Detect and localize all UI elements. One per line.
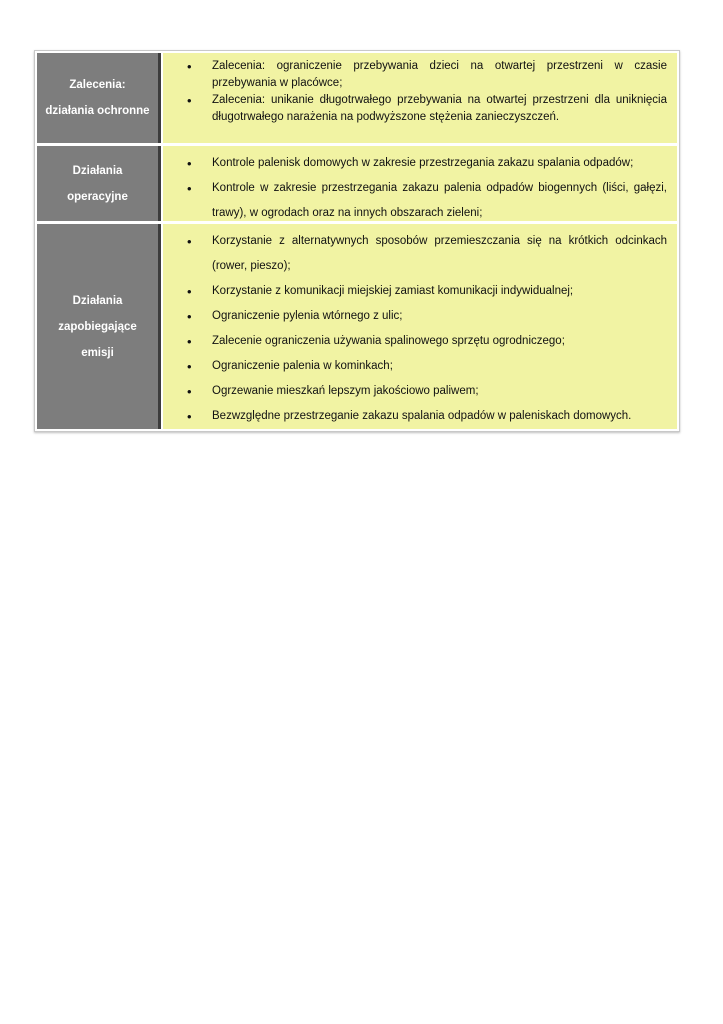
row-label-line: Działania	[72, 294, 123, 307]
bullet-list	[187, 151, 667, 226]
measures-table	[34, 50, 680, 432]
list-item: • Ogrzewanie mieszkań lepszym jakościowo paliwem;	[187, 379, 667, 404]
list-item: • Ograniczenie palenia w kominkach;	[187, 354, 667, 379]
row-content	[163, 224, 677, 429]
table-row-protective	[37, 53, 677, 143]
list-item: • Korzystanie z komunikacji miejskiej zamiast komunikacji indywidualnej;	[187, 279, 667, 304]
list-item: • Korzystanie z alternatywnych sposobów przemieszczania się na krótkich odcinkach (rower, pieszo);	[187, 229, 667, 279]
row-label-line: Działania	[72, 164, 123, 177]
row-content	[163, 146, 677, 221]
bullet-list	[187, 58, 667, 126]
list-item: • Bezwzględne przestrzeganie zakazu spalania odpadów w paleniskach domowych.	[187, 404, 667, 429]
row-label-line: działania ochronne	[45, 105, 150, 117]
row-label-line: operacyjne	[67, 190, 128, 203]
row-content	[163, 53, 677, 143]
row-label-line: emisji	[81, 346, 114, 359]
list-item: • Zalecenie ograniczenia używania spalinowego sprzętu ogrodniczego;	[187, 329, 667, 354]
list-item: • Ograniczenie pylenia wtórnego z ulic;	[187, 304, 667, 329]
table-row-operational	[37, 146, 677, 221]
row-label-line: zapobiegające	[58, 320, 137, 333]
row-label	[37, 224, 161, 429]
list-item: • Zalecenia: ograniczenie przebywania dzieci na otwartej przestrzeni w czasie przebywania w placówce;	[187, 58, 667, 92]
table-row-prevention	[37, 224, 677, 429]
row-label	[37, 146, 161, 221]
list-item: • Kontrole palenisk domowych w zakresie przestrzegania zakazu spalania odpadów;	[187, 151, 667, 176]
row-label-line: Zalecenia:	[69, 79, 126, 91]
bullet-list	[187, 229, 667, 429]
row-label	[37, 53, 161, 143]
list-item: • Zalecenia: unikanie długotrwałego przebywania na otwartej przestrzeni dla uniknięcia długotrwałego narażenia na podwyższone stężenia zanieczyszczeń.	[187, 92, 667, 126]
list-item: • Kontrole w zakresie przestrzegania zakazu palenia odpadów biogennych (liści, gałęzi, trawy), w ogrodach oraz na innych obszarach zieleni;	[187, 176, 667, 226]
